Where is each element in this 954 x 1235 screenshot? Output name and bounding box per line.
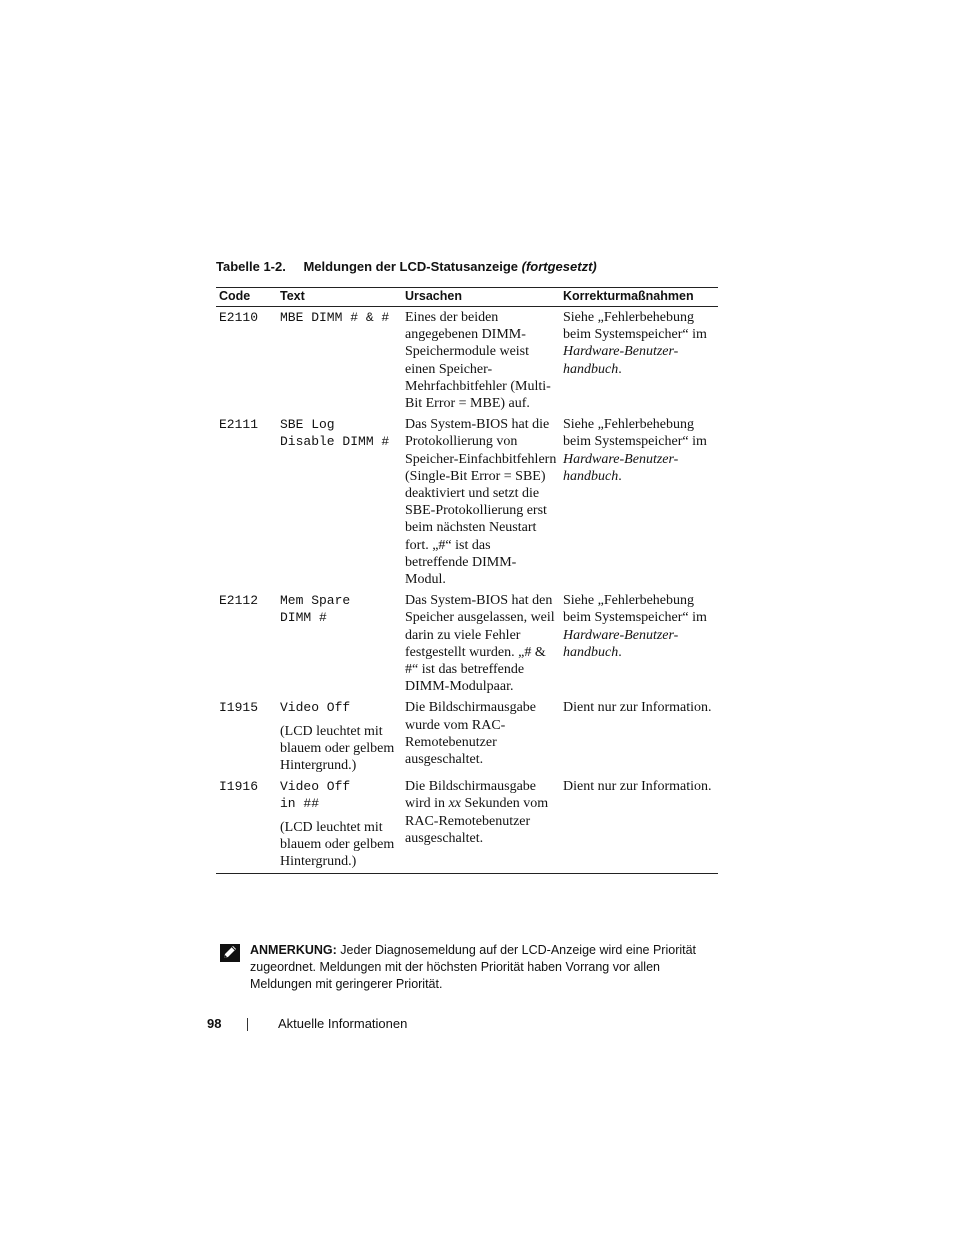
fix-book: Hardware-Benutzer-handbuch xyxy=(563,451,679,484)
code-value: I1916 xyxy=(219,779,259,795)
fix-text: Dient nur zur Information. xyxy=(563,779,712,795)
lcd-message-table xyxy=(216,287,718,874)
table-row xyxy=(216,776,718,874)
cell-code xyxy=(216,414,277,590)
cell-cause: Die Bildschirmausgabe wurde vom RAC-Remotebenutzer ausgeschaltet. xyxy=(405,700,537,768)
table-caption xyxy=(216,259,597,274)
cell-cause: Eines der beiden angegebenen DIMM-Speichermodule weist einen Speicher-Mehrfachbitfehler (Multi-Bit Error = MBE) auf. xyxy=(405,310,551,412)
cause-variable: xx xyxy=(448,796,461,812)
cell-text xyxy=(277,414,402,590)
lcd-text: Video Off xyxy=(280,700,351,716)
cell-cause: Das System-BIOS hat den Speicher ausgelassen, weil darin zu viele Fehler festgestellt wurden. „# & #“ ist das betreffende DIMM-Modulpaar. xyxy=(405,593,555,695)
fix-text: Siehe „Fehlerbehebung beim Systemspeicher“ im xyxy=(563,310,707,343)
cell-text xyxy=(277,776,402,874)
lcd-text: Video Off in ## xyxy=(280,779,351,812)
header-cause: Ursachen xyxy=(402,288,560,307)
fix-book: Hardware-Benutzer-handbuch xyxy=(563,627,679,660)
header-fix: Korrekturmaßnahmen xyxy=(560,288,718,307)
section-title: Aktuelle Informationen xyxy=(278,1016,408,1031)
cell-text xyxy=(277,307,402,415)
lcd-note: (LCD leuchtet mit blauem oder gelbem Hintergrund.) xyxy=(280,819,395,870)
fix-suffix: . xyxy=(618,468,622,484)
table-row xyxy=(216,414,718,590)
note-text: Jeder Diagnosemeldung auf der LCD-Anzeige wird eine Priorität zugeordnet. Meldungen mit der höchsten Priorität haben Vorrang vor allen Meldungen mit geringerer Priorität. xyxy=(250,943,697,991)
code-value: E2111 xyxy=(219,417,259,433)
footer-divider xyxy=(247,1018,248,1031)
lcd-text: MBE DIMM # & # xyxy=(280,310,390,325)
cell-fix xyxy=(560,590,718,697)
cell-fix xyxy=(560,414,718,590)
table-row xyxy=(216,590,718,697)
table-title: Meldungen der LCD-Statusanzeige xyxy=(303,259,518,274)
lcd-note: (LCD leuchtet mit blauem oder gelbem Hintergrund.) xyxy=(280,723,395,774)
code-value: E2112 xyxy=(219,593,259,609)
cause-text-end: Sekunden vom RAC-Remotebenutzer ausgeschaltet. xyxy=(405,796,549,846)
note-label: ANMERKUNG: xyxy=(250,943,337,957)
fix-text: Siehe „Fehlerbehebung beim Systemspeicher“ im xyxy=(563,417,707,450)
fix-text: Dient nur zur Information. xyxy=(563,700,712,716)
header-code: Code xyxy=(216,288,277,307)
cell-fix xyxy=(560,307,718,415)
table-row xyxy=(216,307,718,415)
page-number: 98 xyxy=(207,1016,222,1031)
note-box xyxy=(216,942,716,993)
lcd-text: Mem Spare DIMM # xyxy=(280,593,351,626)
fix-text: Siehe „Fehlerbehebung beim Systemspeicher“ im xyxy=(563,593,707,626)
cell-text xyxy=(277,590,402,697)
cell-fix xyxy=(560,697,718,776)
cell-code xyxy=(216,776,277,874)
table-header-row xyxy=(216,288,718,307)
lcd-text: SBE Log Disable DIMM # xyxy=(280,417,390,450)
cell-code xyxy=(216,590,277,697)
code-value: I1915 xyxy=(219,700,259,716)
header-text: Text xyxy=(277,288,402,307)
note-body xyxy=(250,942,716,993)
cell-code xyxy=(216,697,277,776)
cell-text xyxy=(277,697,402,776)
cell-fix xyxy=(560,776,718,874)
table-number: Tabelle 1-2. xyxy=(216,259,286,274)
cell-cause xyxy=(402,776,560,874)
fix-book: Hardware-Benutzer-handbuch xyxy=(563,344,679,377)
fix-suffix: . xyxy=(618,361,622,377)
fix-suffix: . xyxy=(618,644,622,660)
cause-text: Die Bildschirmausgabe wird in xyxy=(405,779,537,812)
pencil-note-icon xyxy=(220,944,240,962)
cell-cause: Das System-BIOS hat die Protokollierung von Speicher-Einfachbitfehlern (Single-Bit Error = SBE) deaktiviert und setzt die SBE-Protokollierung erst beim nächsten Neustart fort. „#“ ist das betreffende DIMM-Modul. xyxy=(405,417,557,588)
table-row xyxy=(216,697,718,776)
table-continued: (fortgesetzt) xyxy=(521,259,597,274)
cell-code xyxy=(216,307,277,415)
code-value: E2110 xyxy=(219,310,259,325)
